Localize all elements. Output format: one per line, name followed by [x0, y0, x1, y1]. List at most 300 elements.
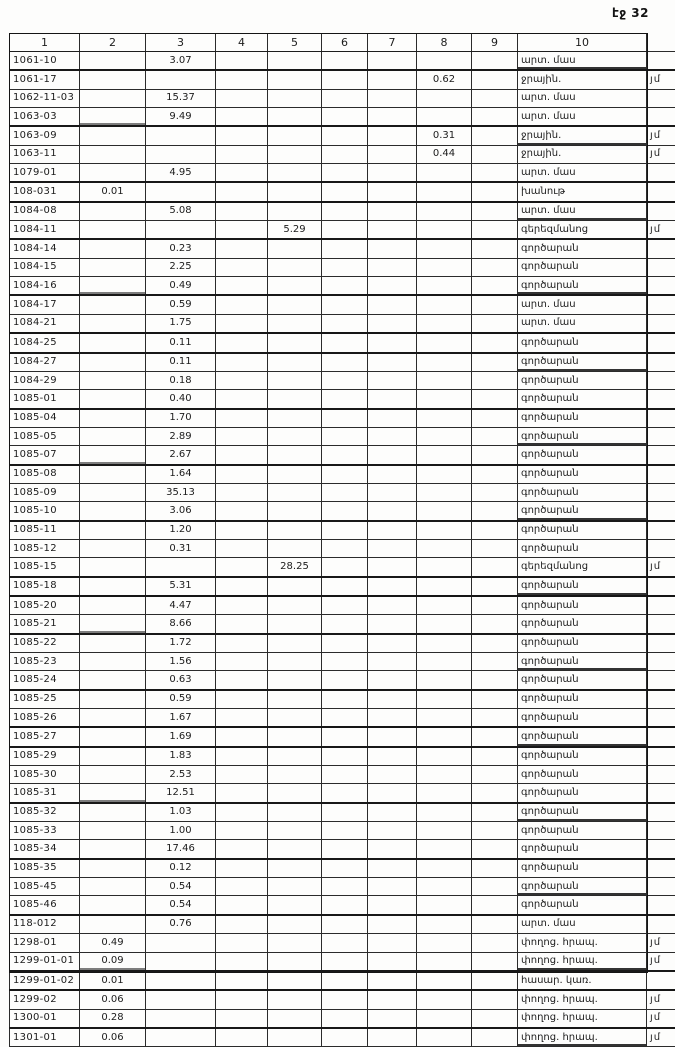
value-cell: 1.83	[146, 747, 216, 766]
parcel-code-cell: 1085-32	[10, 803, 80, 822]
value-cell	[268, 747, 322, 766]
value-cell	[417, 915, 472, 934]
land-use-cell: գործարան	[518, 446, 647, 465]
value-cell	[80, 896, 146, 915]
value-cell	[322, 952, 368, 971]
value-cell	[216, 878, 268, 896]
value-cell	[322, 990, 368, 1009]
table-row	[10, 409, 675, 428]
value-cell: 0.44	[417, 145, 472, 163]
value-cell	[417, 766, 472, 784]
value-cell	[216, 784, 268, 803]
value-cell	[80, 353, 146, 372]
margin-note	[647, 371, 675, 389]
value-cell	[216, 89, 268, 107]
value-cell	[322, 1028, 368, 1047]
value-cell	[417, 840, 472, 859]
value-cell	[368, 878, 417, 896]
value-cell	[368, 615, 417, 634]
value-cell	[472, 521, 518, 540]
value-cell	[472, 971, 518, 990]
land-use-cell: գործարան	[518, 371, 647, 389]
value-cell	[472, 164, 518, 183]
table-row	[10, 353, 675, 372]
value-cell	[322, 615, 368, 634]
value-cell	[417, 1028, 472, 1047]
table-row	[10, 934, 675, 952]
value-cell	[368, 896, 417, 915]
parcel-code-cell: 1084-11	[10, 221, 80, 240]
value-cell	[268, 521, 322, 540]
margin-note	[647, 164, 675, 183]
value-cell	[472, 314, 518, 333]
value-cell	[80, 314, 146, 333]
value-cell	[80, 409, 146, 428]
value-cell	[146, 182, 216, 201]
value-cell	[268, 145, 322, 163]
value-cell	[368, 934, 417, 952]
table-row	[10, 952, 675, 971]
header-row	[10, 34, 675, 52]
value-cell	[322, 314, 368, 333]
value-cell	[472, 539, 518, 557]
parcel-code-cell: 1084-29	[10, 371, 80, 389]
value-cell	[80, 145, 146, 163]
value-cell	[472, 577, 518, 596]
value-cell	[368, 145, 417, 163]
value-cell	[368, 182, 417, 201]
land-use-cell: ջրային.	[518, 145, 647, 163]
value-cell	[368, 1009, 417, 1028]
value-cell	[368, 822, 417, 840]
value-cell	[216, 1009, 268, 1028]
value-cell	[472, 1028, 518, 1047]
value-cell	[322, 558, 368, 577]
margin-note	[647, 671, 675, 690]
table-row	[10, 727, 675, 746]
parcel-code-cell: 1085-31	[10, 784, 80, 803]
margin-note	[647, 202, 675, 221]
land-use-cell: գործարան	[518, 747, 647, 766]
value-cell	[268, 164, 322, 183]
parcel-code-cell: 1063-03	[10, 108, 80, 127]
column-header-10: 10	[518, 34, 647, 52]
parcel-code-cell: 1085-24	[10, 671, 80, 690]
value-cell	[146, 145, 216, 163]
value-cell	[368, 709, 417, 728]
value-cell	[417, 371, 472, 389]
margin-note	[647, 295, 675, 314]
value-cell	[322, 145, 368, 163]
land-use-cell: արտ. մաս	[518, 314, 647, 333]
land-use-cell: փողոց. հրապ.	[518, 1028, 647, 1047]
value-cell	[80, 822, 146, 840]
value-cell	[472, 371, 518, 389]
value-cell	[472, 915, 518, 934]
land-use-cell: արտ. մաս	[518, 108, 647, 127]
value-cell	[417, 521, 472, 540]
land-parcel-table	[9, 33, 675, 1047]
table-row	[10, 915, 675, 934]
value-cell	[368, 727, 417, 746]
table-row	[10, 859, 675, 878]
value-cell	[80, 615, 146, 634]
value-cell	[268, 596, 322, 615]
parcel-code-cell: 1062-11-03	[10, 89, 80, 107]
value-cell	[472, 182, 518, 201]
value-cell	[216, 596, 268, 615]
value-cell	[322, 803, 368, 822]
value-cell: 5.08	[146, 202, 216, 221]
margin-note	[647, 596, 675, 615]
margin-note	[647, 840, 675, 859]
table-row	[10, 314, 675, 333]
value-cell	[80, 747, 146, 766]
value-cell: 1.20	[146, 521, 216, 540]
value-cell	[268, 314, 322, 333]
value-cell	[472, 727, 518, 746]
value-cell	[322, 295, 368, 314]
value-cell	[368, 521, 417, 540]
value-cell	[472, 747, 518, 766]
value-cell	[368, 371, 417, 389]
land-use-cell: գործարան	[518, 239, 647, 258]
value-cell	[417, 990, 472, 1009]
value-cell: 1.03	[146, 803, 216, 822]
land-use-cell: արտ. մաս	[518, 295, 647, 314]
value-cell	[80, 371, 146, 389]
margin-note	[647, 615, 675, 634]
value-cell	[80, 577, 146, 596]
value-cell	[80, 521, 146, 540]
value-cell	[216, 990, 268, 1009]
table-row	[10, 1028, 675, 1047]
value-cell: 5.29	[268, 221, 322, 240]
value-cell	[472, 766, 518, 784]
value-cell	[268, 371, 322, 389]
margin-note	[647, 709, 675, 728]
value-cell	[368, 333, 417, 352]
table-row	[10, 539, 675, 557]
table-row	[10, 446, 675, 465]
value-cell	[322, 709, 368, 728]
table-row	[10, 221, 675, 240]
land-use-cell: գործարան	[518, 653, 647, 671]
value-cell	[322, 258, 368, 276]
value-cell	[80, 221, 146, 240]
margin-note	[647, 239, 675, 258]
value-cell	[268, 70, 322, 89]
value-cell: 15.37	[146, 89, 216, 107]
value-cell	[268, 577, 322, 596]
value-cell	[322, 483, 368, 501]
value-cell	[417, 539, 472, 557]
margin-note: յմ	[647, 990, 675, 1009]
value-cell: 0.63	[146, 671, 216, 690]
table-row	[10, 70, 675, 89]
parcel-code-cell: 1084-27	[10, 353, 80, 372]
margin-note: յմ	[647, 1028, 675, 1047]
value-cell	[216, 52, 268, 71]
parcel-code-cell: 1301-01	[10, 1028, 80, 1047]
value-cell	[368, 126, 417, 145]
table-row	[10, 52, 675, 71]
parcel-code-cell: 1085-11	[10, 521, 80, 540]
value-cell	[216, 502, 268, 521]
table-row	[10, 126, 675, 145]
value-cell: 0.11	[146, 353, 216, 372]
parcel-code-cell: 1084-17	[10, 295, 80, 314]
column-header-7: 7	[368, 34, 417, 52]
value-cell	[472, 803, 518, 822]
parcel-code-cell: 1084-14	[10, 239, 80, 258]
land-use-cell: գործարան	[518, 390, 647, 409]
value-cell	[80, 653, 146, 671]
land-use-cell: արտ. մաս	[518, 52, 647, 71]
value-cell	[368, 353, 417, 372]
value-cell	[216, 409, 268, 428]
value-cell	[268, 427, 322, 445]
value-cell	[417, 709, 472, 728]
land-use-cell: գործարան	[518, 333, 647, 352]
value-cell: 0.06	[80, 1028, 146, 1047]
table-row	[10, 990, 675, 1009]
value-cell: 3.07	[146, 52, 216, 71]
value-cell	[80, 483, 146, 501]
value-cell	[472, 483, 518, 501]
margin-note	[647, 915, 675, 934]
value-cell	[472, 108, 518, 127]
land-use-cell: ջրային.	[518, 126, 647, 145]
value-cell	[80, 333, 146, 352]
value-cell	[417, 427, 472, 445]
margin-spacer	[647, 34, 675, 52]
parcel-code-cell: 1085-46	[10, 896, 80, 915]
value-cell	[268, 1028, 322, 1047]
value-cell	[322, 108, 368, 127]
margin-note	[647, 483, 675, 501]
value-cell	[146, 126, 216, 145]
value-cell	[322, 634, 368, 653]
land-use-cell: գործարան	[518, 727, 647, 746]
parcel-code-cell: 1299-02	[10, 990, 80, 1009]
value-cell	[146, 952, 216, 971]
value-cell	[417, 1009, 472, 1028]
value-cell	[268, 690, 322, 709]
value-cell	[146, 1009, 216, 1028]
value-cell	[80, 727, 146, 746]
value-cell	[80, 766, 146, 784]
table-row	[10, 558, 675, 577]
table-row	[10, 709, 675, 728]
table-row	[10, 521, 675, 540]
value-cell	[322, 89, 368, 107]
margin-note: յմ	[647, 70, 675, 89]
value-cell	[322, 164, 368, 183]
value-cell: 1.72	[146, 634, 216, 653]
value-cell	[322, 333, 368, 352]
value-cell	[368, 295, 417, 314]
table-row	[10, 822, 675, 840]
parcel-code-cell: 1085-05	[10, 427, 80, 445]
margin-note	[647, 859, 675, 878]
value-cell	[80, 89, 146, 107]
margin-note: յմ	[647, 221, 675, 240]
margin-note	[647, 822, 675, 840]
value-cell	[472, 52, 518, 71]
value-cell	[268, 859, 322, 878]
value-cell	[322, 521, 368, 540]
value-cell: 2.89	[146, 427, 216, 445]
land-use-cell: խանութ	[518, 182, 647, 201]
value-cell	[322, 577, 368, 596]
margin-note	[647, 258, 675, 276]
table-row	[10, 333, 675, 352]
value-cell	[322, 126, 368, 145]
value-cell	[216, 202, 268, 221]
value-cell	[368, 221, 417, 240]
value-cell: 0.54	[146, 878, 216, 896]
parcel-code-cell: 1085-10	[10, 502, 80, 521]
value-cell	[472, 859, 518, 878]
value-cell: 4.47	[146, 596, 216, 615]
value-cell	[472, 822, 518, 840]
parcel-code-cell: 1085-26	[10, 709, 80, 728]
land-use-cell: գործարան	[518, 277, 647, 296]
value-cell	[368, 766, 417, 784]
value-cell: 0.28	[80, 1009, 146, 1028]
parcel-code-cell: 1085-22	[10, 634, 80, 653]
value-cell: 12.51	[146, 784, 216, 803]
value-cell	[472, 145, 518, 163]
value-cell: 2.25	[146, 258, 216, 276]
value-cell: 0.49	[146, 277, 216, 296]
value-cell	[268, 465, 322, 484]
value-cell: 0.49	[80, 934, 146, 952]
parcel-code-cell: 1084-21	[10, 314, 80, 333]
value-cell	[268, 784, 322, 803]
table-row	[10, 615, 675, 634]
value-cell	[322, 390, 368, 409]
table-row	[10, 671, 675, 690]
table-row	[10, 803, 675, 822]
value-cell	[322, 427, 368, 445]
value-cell	[80, 840, 146, 859]
value-cell	[472, 878, 518, 896]
parcel-code-cell: 1085-15	[10, 558, 80, 577]
table-row	[10, 502, 675, 521]
value-cell: 1.67	[146, 709, 216, 728]
value-cell	[268, 615, 322, 634]
value-cell	[322, 409, 368, 428]
value-cell: 0.06	[80, 990, 146, 1009]
value-cell	[472, 239, 518, 258]
value-cell	[80, 446, 146, 465]
value-cell	[368, 108, 417, 127]
margin-note	[647, 108, 675, 127]
value-cell	[368, 634, 417, 653]
value-cell	[268, 709, 322, 728]
value-cell	[216, 70, 268, 89]
value-cell: 1.75	[146, 314, 216, 333]
value-cell	[216, 483, 268, 501]
land-use-cell: գործարան	[518, 353, 647, 372]
value-cell	[216, 371, 268, 389]
parcel-code-cell: 1085-45	[10, 878, 80, 896]
table-row	[10, 371, 675, 389]
table-row	[10, 277, 675, 296]
land-use-cell: գործարան	[518, 671, 647, 690]
parcel-code-cell: 1085-01	[10, 390, 80, 409]
value-cell	[368, 390, 417, 409]
land-use-cell: փողոց. հրապ.	[518, 934, 647, 952]
value-cell	[417, 164, 472, 183]
parcel-code-cell: 1085-34	[10, 840, 80, 859]
value-cell: 4.95	[146, 164, 216, 183]
column-header-9: 9	[472, 34, 518, 52]
value-cell	[80, 277, 146, 296]
land-use-cell: արտ. մաս	[518, 915, 647, 934]
land-use-cell: գործարան	[518, 521, 647, 540]
land-use-cell: արտ. մաս	[518, 202, 647, 221]
value-cell	[268, 295, 322, 314]
value-cell	[472, 353, 518, 372]
value-cell	[268, 239, 322, 258]
value-cell	[322, 671, 368, 690]
value-cell	[472, 596, 518, 615]
value-cell	[80, 239, 146, 258]
value-cell	[322, 596, 368, 615]
value-cell	[322, 277, 368, 296]
value-cell	[80, 108, 146, 127]
table-row	[10, 164, 675, 183]
parcel-code-cell: 118-012	[10, 915, 80, 934]
margin-note	[647, 314, 675, 333]
value-cell	[322, 371, 368, 389]
value-cell	[417, 971, 472, 990]
table-row	[10, 427, 675, 445]
land-use-cell: գործարան	[518, 784, 647, 803]
value-cell	[322, 182, 368, 201]
value-cell	[216, 221, 268, 240]
value-cell	[80, 258, 146, 276]
table-row	[10, 390, 675, 409]
land-use-cell: արտ. մաս	[518, 164, 647, 183]
land-use-cell: գործարան	[518, 803, 647, 822]
value-cell	[268, 915, 322, 934]
value-cell	[268, 483, 322, 501]
value-cell	[268, 766, 322, 784]
value-cell	[417, 89, 472, 107]
value-cell	[268, 409, 322, 428]
land-use-cell: գործարան	[518, 709, 647, 728]
land-use-cell: գործարան	[518, 859, 647, 878]
value-cell	[368, 409, 417, 428]
value-cell	[80, 558, 146, 577]
value-cell	[368, 314, 417, 333]
value-cell: 17.46	[146, 840, 216, 859]
value-cell	[417, 333, 472, 352]
value-cell: 35.13	[146, 483, 216, 501]
value-cell: 0.12	[146, 859, 216, 878]
margin-note: յմ	[647, 934, 675, 952]
value-cell	[417, 896, 472, 915]
parcel-code-cell: 1085-30	[10, 766, 80, 784]
margin-note	[647, 653, 675, 671]
margin-note	[647, 634, 675, 653]
value-cell	[472, 427, 518, 445]
value-cell	[417, 202, 472, 221]
